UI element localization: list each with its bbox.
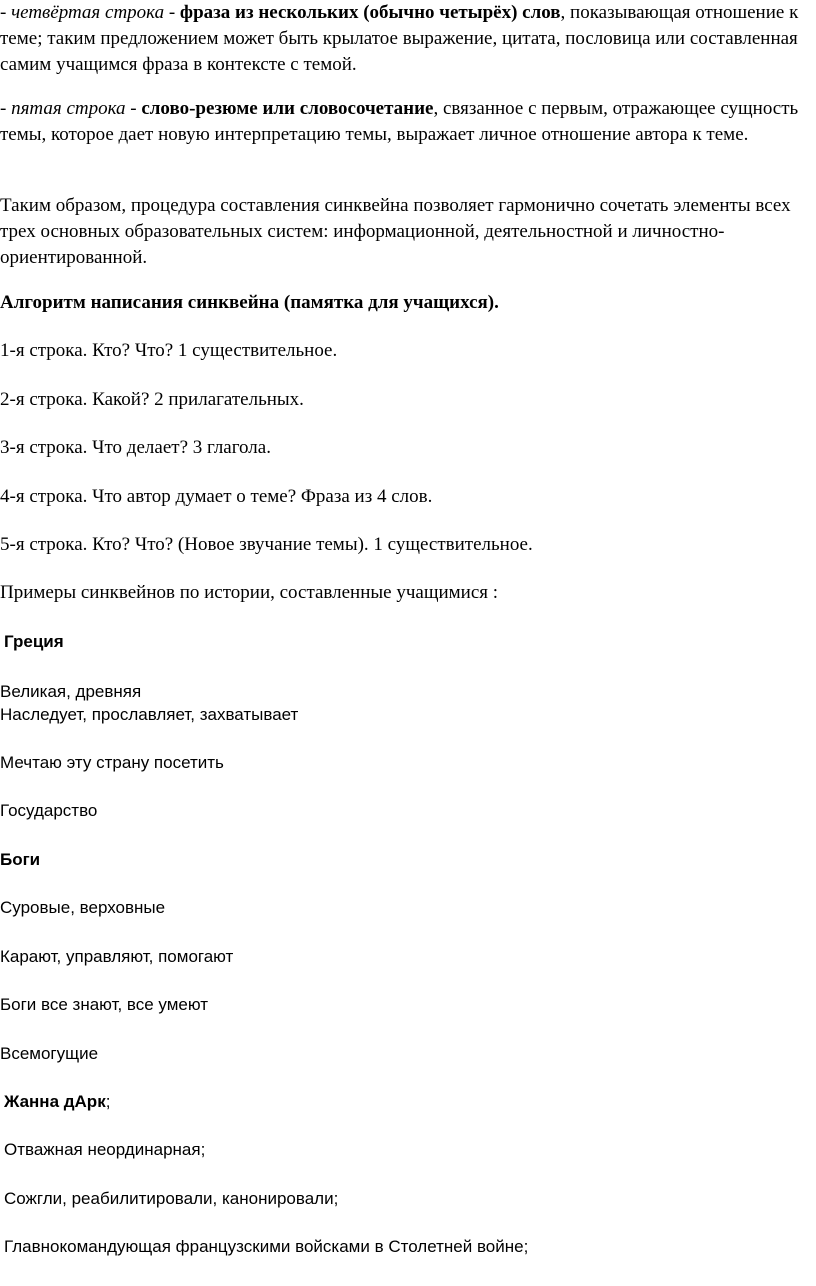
algorithm-step-5: 5-я строка. Кто? Что? (Новое звучание темы). 1 существительное. [0,534,533,555]
example-greece-title: Греция [4,632,64,651]
example-joan-title-text: Жанна дАрк [4,1092,106,1111]
example-gods-line3: Карают, управляют, помогают [0,947,234,966]
paragraph-summary: Таким образом, процедура составления синквейна позволяет гармонично сочетать элементы всех трех основных образовательных систем: информационной, деятельностной и личностно-ориентированной. [0,195,791,268]
bold-line5: слово-резюме или словосочетание [141,98,434,119]
example-gods-line4: Боги все знают, все умеют [0,995,209,1014]
example-gods-line2: Суровые, верховные [0,898,166,917]
algorithm-step-3: 3-я строка. Что делает? 3 глагола. [0,437,271,458]
algorithm-step-2: 2-я строка. Какой? 2 прилагательных. [0,389,304,410]
paragraph-line5 [0,96,812,148]
example-greece-line3: Наследует, прославляет, захватывает [0,705,299,724]
example-gods-line5: Всемогущие [0,1044,99,1063]
algorithm-heading: Алгоритм написания синквейна (памятка для учащихся). [0,292,499,313]
example-joan-line2: Отважная неординарная; [4,1140,206,1159]
example-greece-line5: Государство [0,801,98,820]
example-greece-line4: Мечтаю эту страну посетить [0,753,224,772]
example-gods-title: Боги [0,850,41,869]
rest-line4: , показывающая отношение к теме; таким предложением может быть крылатое выражение, цитата, пословица или составленная самим учащимся фраза в контексте с темой. [0,2,799,75]
algorithm-step-4: 4-я строка. Что автор думает о теме? Фраза из 4 слов. [0,486,433,507]
label-line5: пятая строка [11,98,126,119]
example-greece-line2: Великая, древняя [0,682,142,701]
dash: - [0,2,12,23]
example-joan-title-suffix: ; [105,1092,111,1111]
separator: - [125,98,142,119]
separator: - [164,2,180,23]
label-line4: четвёртая строка [11,2,165,23]
rest-line5: , связанное с первым, отражающее сущность темы, которое дает новую интерпретацию темы, выражает личное отношение автора к теме. [0,98,799,145]
paragraph-line4 [0,0,812,78]
examples-intro: Примеры синквейнов по истории, составленные учащимися : [0,582,499,603]
example-joan-title [0,1090,816,1114]
bold-line4: фраза из нескольких (обычно четырёх) слов [179,2,561,23]
example-joan-line3: Сожгли, реабилитировали, канонировали; [4,1189,339,1208]
example-joan-line4: Главнокомандующая французскими войсками в Столетней войне; [4,1237,529,1256]
dash: - [0,98,12,119]
algorithm-step-1: 1-я строка. Кто? Что? 1 существительное. [0,340,338,361]
